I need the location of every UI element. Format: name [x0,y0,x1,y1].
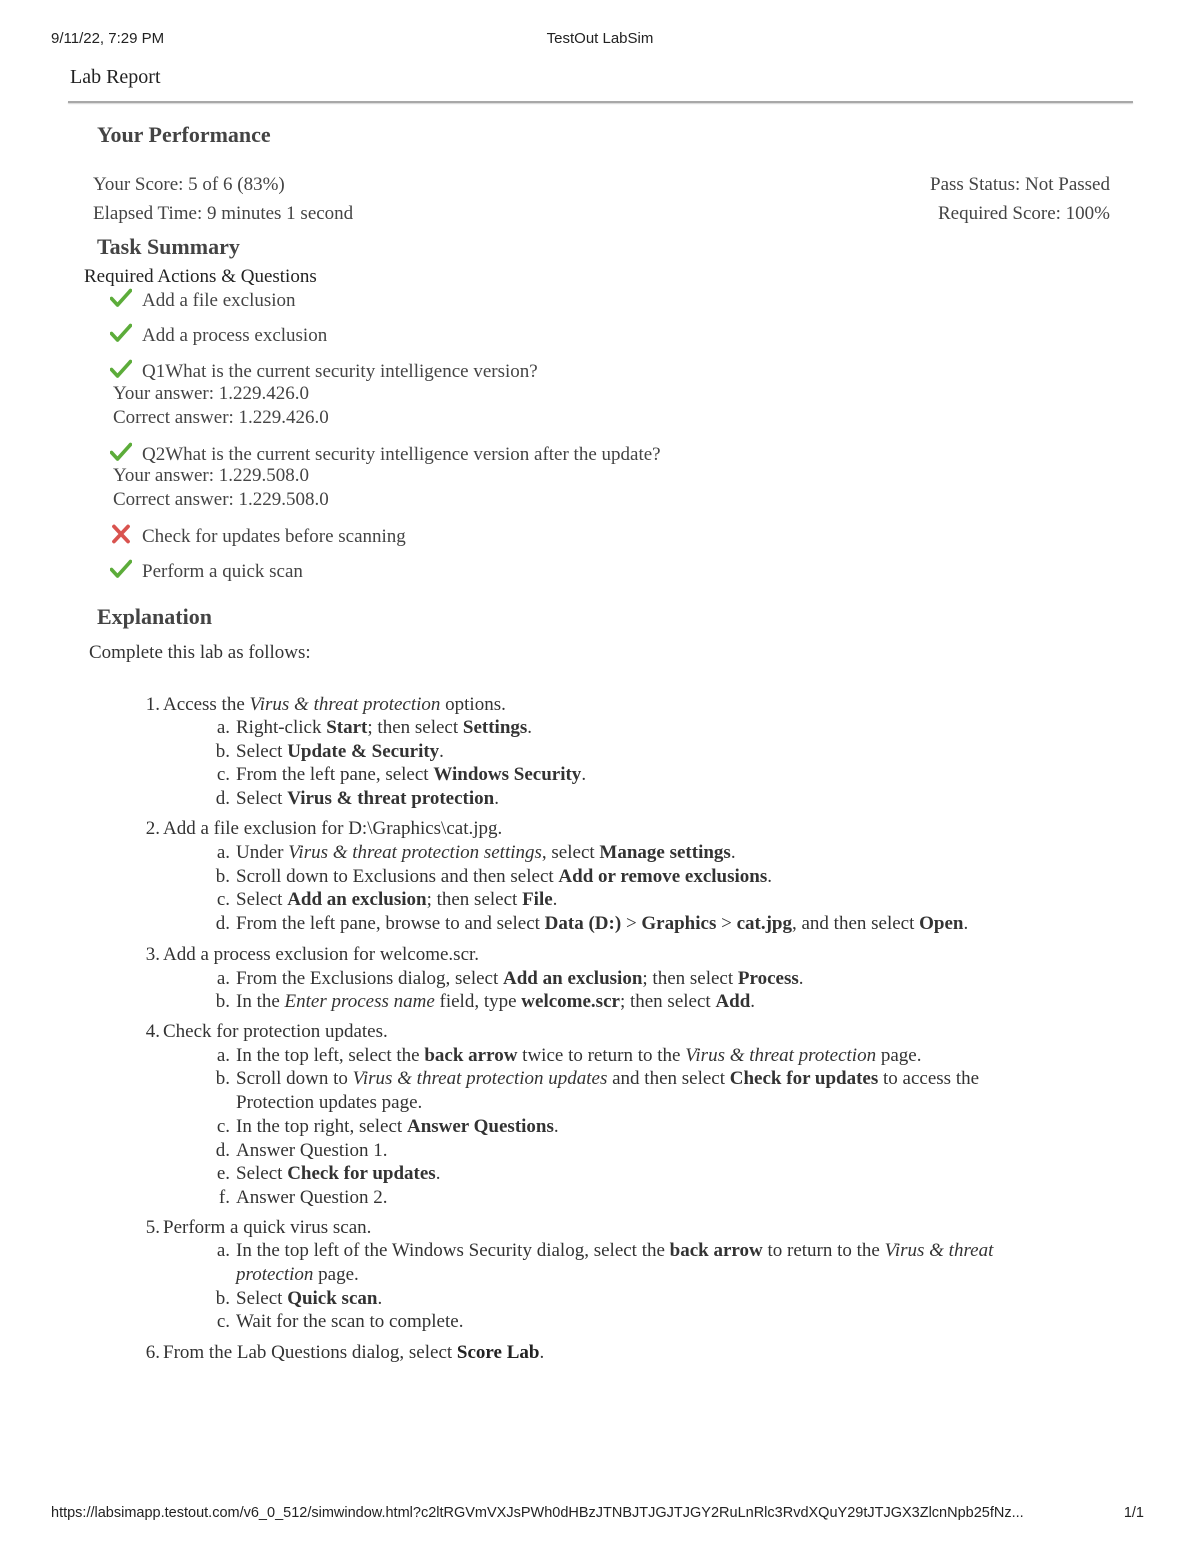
substep-letter: c. [216,764,230,785]
print-title: TestOut LabSim [546,30,654,47]
step-number: 5. [145,1217,160,1238]
substep-letter: b. [215,1288,230,1309]
substep-text: From the left pane, browse to and select Data (D:) > Graphics > cat.jpg, and then select Open. [236,913,969,934]
cross-icon [110,524,132,544]
elapsed-time: Elapsed Time: 9 minutes 1 second [93,203,354,224]
required-actions-heading: Required Actions & Questions [84,266,317,287]
task-item [110,442,661,466]
explanation-intro: Complete this lab as follows: [89,642,311,663]
substep-text: In the top left, select the back arrow twice to return to the Virus & threat protection page. [236,1045,922,1066]
step-number: 4. [145,1021,160,1042]
substep-text: Select Add an exclusion; then select File. [236,889,558,910]
substep-text: In the Enter process name field, type welcome.scr; then select Add. [236,991,756,1012]
page-url: https://labsimapp.testout.com/v6_0_512/simwindow.html?c2ltRGVmVXJsPWh0dHBzJTNBJTJGJTJGY2RuLnRlc3RvdXQuY29tJTJGX3ZlcnNpb25fNz... [51,1505,1024,1521]
task-summary-heading: Task Summary [97,234,240,259]
substep-text: Answer Question 2. [236,1187,388,1208]
check-icon [110,323,132,343]
substep-letter: b. [215,1068,230,1089]
check-icon [110,288,132,308]
substep-letter: d. [215,1140,230,1161]
substep-text: Right-click Start; then select Settings. [236,717,533,738]
substep-text: Select Check for updates. [236,1163,441,1184]
substep-letter: c. [216,889,230,910]
substep-text: Scroll down to Exclusions and then select Add or remove exclusions. [236,866,772,887]
report-title: Lab Report [70,66,161,88]
task-item [110,323,327,347]
substep-text: Wait for the scan to complete. [236,1311,464,1332]
substep-letter: c. [216,1116,230,1137]
step-number: 6. [145,1342,160,1363]
task-item [110,524,406,548]
step-number: 1. [145,694,160,715]
substep-text: Select Quick scan. [236,1288,383,1309]
required-score: Required Score: 100% [937,203,1110,224]
step-text: From the Lab Questions dialog, select Score Lab. [163,1342,545,1363]
substep-letter: d. [215,913,230,934]
your-answer: Your answer: 1.229.426.0 [113,383,309,404]
task-item [110,288,296,312]
substep-letter: d. [215,788,230,809]
substep-text: Scroll down to Virus & threat protection updates and then select Check for updates to access the [236,1068,980,1089]
task-text: Add a process exclusion [142,325,328,346]
task-text: Q1What is the current security intelligence version? [142,361,538,382]
substep-letter: a. [216,842,230,863]
substep-text: In the top right, select Answer Questions. [236,1116,559,1137]
step-text: Access the Virus & threat protection options. [163,694,506,715]
substep-letter: b. [215,991,230,1012]
substep-text: Under Virus & threat protection settings, select Manage settings. [236,842,736,863]
task-text: Add a file exclusion [142,290,296,311]
substep-letter: b. [215,866,230,887]
substep-text: From the Exclusions dialog, select Add an exclusion; then select Process. [236,968,804,989]
substep-continuation: protection page. [236,1264,359,1285]
substep-text: From the left pane, select Windows Security. [236,764,587,785]
step-text: Perform a quick virus scan. [163,1217,372,1238]
step-text: Check for protection updates. [163,1021,388,1042]
substep-letter: a. [216,717,230,738]
pass-status: Pass Status: Not Passed [930,174,1110,195]
check-icon [110,359,132,379]
print-date: 9/11/22, 7:29 PM [51,30,165,47]
step-text: Add a process exclusion for welcome.scr. [163,944,480,965]
substep-text: Answer Question 1. [236,1140,388,1161]
your-answer: Your answer: 1.229.508.0 [113,465,309,486]
task-text: Q2What is the current security intelligence version after the update? [142,444,661,465]
substep-letter: c. [216,1311,230,1332]
performance-heading: Your Performance [97,122,271,147]
substep-letter: a. [216,1045,230,1066]
task-text: Check for updates before scanning [142,526,406,547]
score-text: Your Score: 5 of 6 (83%) [93,174,285,195]
correct-answer: Correct answer: 1.229.508.0 [113,489,329,510]
substep-letter: a. [216,968,230,989]
step-number: 2. [145,818,160,839]
substep-letter: f. [218,1187,230,1208]
substep-continuation: Protection updates page. [236,1092,423,1113]
check-icon [110,442,132,462]
step-text: Add a file exclusion for D:\Graphics\cat.jpg. [163,818,503,839]
substep-text: Select Update & Security. [236,741,444,762]
substep-text: In the top left of the Windows Security dialog, select the back arrow to return to the Virus & threat [236,1240,994,1261]
explanation-heading: Explanation [97,604,212,629]
substep-letter: e. [216,1163,230,1184]
correct-answer: Correct answer: 1.229.426.0 [113,407,329,428]
task-item [110,559,303,583]
task-text: Perform a quick scan [142,561,303,582]
substep-letter: b. [215,741,230,762]
substep-letter: a. [216,1240,230,1261]
step-number: 3. [145,944,160,965]
task-item [110,359,538,383]
check-icon [110,559,132,579]
page-number: 1/1 [1123,1505,1144,1521]
substep-text: Select Virus & threat protection. [236,788,499,809]
title-divider [68,101,1133,103]
